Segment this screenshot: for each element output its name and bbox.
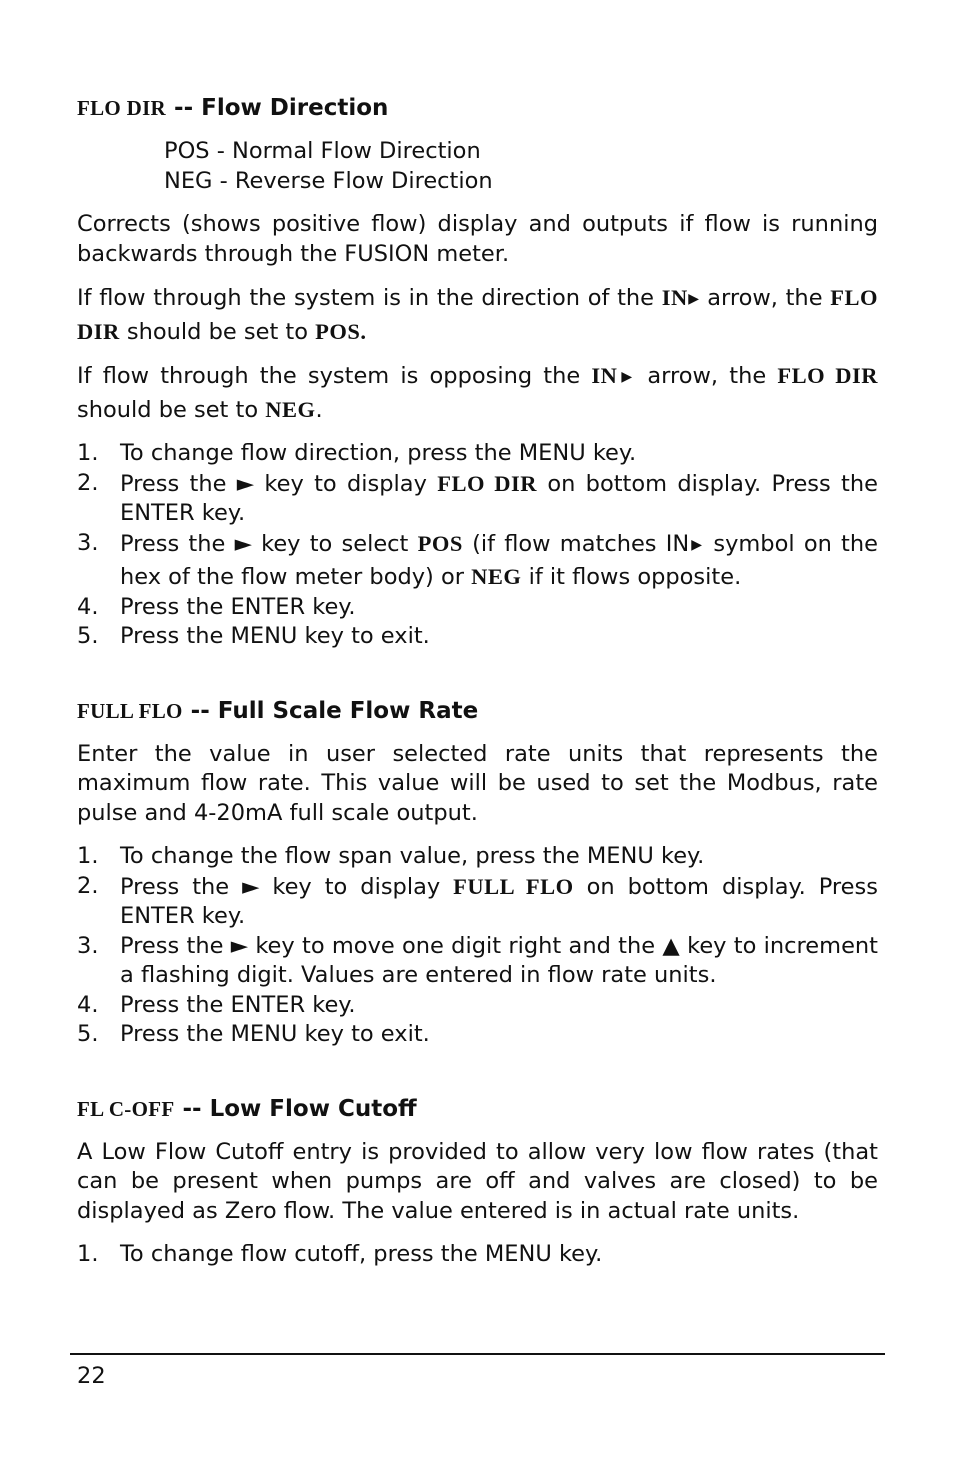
section-heading-flow-direction: [77, 93, 878, 123]
lcd-code: POS.: [315, 318, 367, 344]
list-item: 2. Press the ► key to display FULL FLO on bottom display. Press ENTER key.: [77, 872, 878, 929]
in-label: IN: [591, 363, 618, 388]
paragraph: If flow through the system is opposing the IN▶ arrow, the FLO DIR should be set to NEG.: [77, 363, 878, 423]
list-item: 3. Press the ► key to move one digit right and the ▲ key to increment a flashing digit. Values are entered in flow rate units.: [77, 932, 878, 988]
paragraph: Corrects (shows positive flow) display and outputs if flow is running backwards through the FUSION meter.: [77, 211, 878, 267]
lcd-code: FULL FLO: [453, 873, 574, 899]
list-item: 2. Press the ► key to display FLO DIR on bottom display. Press the ENTER key.: [77, 469, 878, 526]
manual-page-content: [77, 93, 878, 1270]
steps-list: [77, 842, 878, 1050]
lcd-code: NEG: [265, 396, 316, 422]
in-label: IN: [661, 285, 688, 310]
paragraph: A Low Flow Cutoff entry is provided to allow very low flow rates (that can be present when pumps are off and valves are closed) to be displayed as Zero flow. The value entered is in actual rate units.: [77, 1138, 878, 1224]
lcd-code: FULL FLO: [77, 698, 183, 723]
list-item: 5. Press the MENU key to exit.: [77, 623, 430, 649]
flow-direction-options: [164, 137, 878, 196]
lcd-code: FLO DIR: [437, 470, 538, 496]
list-item: 4. Press the ENTER key.: [77, 593, 356, 620]
list-item: 5. Press the MENU key to exit.: [77, 1021, 430, 1047]
lcd-code: FLO DIR: [777, 363, 878, 388]
in-arrow-icon: ▶: [617, 369, 637, 385]
section-spacer: [77, 1050, 878, 1094]
footer-divider: [70, 1353, 885, 1355]
lcd-code: POS: [417, 530, 463, 556]
heading-text: -- Full Scale Flow Rate: [182, 697, 479, 724]
option-pos: POS - Normal Flow Direction: [164, 138, 481, 164]
section-spacer: [77, 652, 878, 696]
lcd-code: NEG: [471, 564, 522, 589]
page-number: 22: [77, 1363, 106, 1389]
list-item: 3. Press the ► key to select POS (if flow matches IN▶ symbol on the hex of the flow meter body) or NEG if it flows opposite.: [77, 529, 878, 590]
paragraph: If flow through the system is in the direction of the IN▶ arrow, the FLO DIR should be set to POS.: [77, 285, 878, 345]
paragraph: Enter the value in user selected rate units that represents the maximum flow rate. This value will be used to set the Modbus, rate pulse and 4-20mA full scale output.: [77, 740, 878, 826]
list-item: 4. Press the ENTER key.: [77, 991, 356, 1018]
steps-list: [77, 1240, 878, 1270]
lcd-code: FL C-OFF: [77, 1096, 175, 1121]
in-arrow-icon: ▶: [689, 536, 705, 553]
heading-text: -- Flow Direction: [166, 95, 389, 121]
list-item: 1. To change the flow span value, press the MENU key.: [77, 843, 705, 869]
section-heading-low-flow-cutoff: [77, 1094, 878, 1124]
heading-text: -- Low Flow Cutoff: [174, 1095, 417, 1122]
steps-list: [77, 439, 878, 652]
list-item: 1. To change flow cutoff, press the MENU key.: [77, 1241, 603, 1267]
section-heading-full-scale: [77, 696, 878, 726]
option-neg: NEG - Reverse Flow Direction: [164, 167, 493, 194]
list-item: 1. To change flow direction, press the MENU key.: [77, 440, 637, 466]
lcd-code: FLO DIR: [77, 285, 878, 344]
lcd-code: FLO DIR: [77, 96, 167, 120]
in-arrow-icon: ▶: [687, 291, 700, 307]
